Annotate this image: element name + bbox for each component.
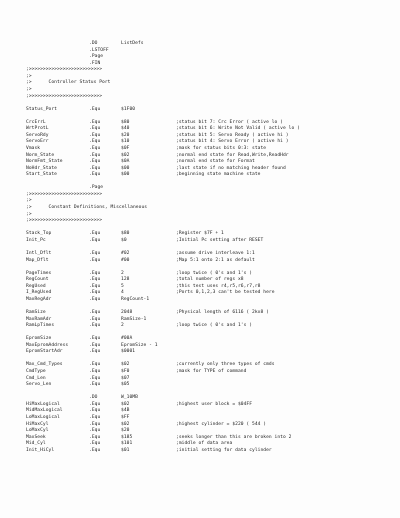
comment: ;status bit 4: Servo Error ( active hi ): [176, 139, 289, 145]
banner-text: ;>>>>>>>>>>>>>>>>>>>>>>>>>>: [26, 93, 103, 99]
directive: .Equ: [89, 323, 101, 329]
operand: $0A: [121, 159, 130, 165]
symbol-label: ServoRdy: [26, 132, 49, 138]
code-line: [0, 238, 400, 244]
symbol-label: Norm_State: [26, 152, 55, 158]
code-line: [0, 336, 400, 342]
banner-text: ;> Controller Status Port: [26, 80, 111, 86]
code-line: [0, 107, 400, 113]
directive: .Equ: [89, 290, 101, 296]
operand: 128: [121, 277, 130, 283]
symbol-label: Cmd_Len: [26, 375, 46, 381]
code-line: [0, 441, 400, 447]
banner-text: ;>: [26, 211, 32, 217]
banner-line: [0, 87, 400, 93]
comment: ;initial setting for data cylinder: [176, 447, 272, 453]
comment: ;mask for status bits 0:3: state: [176, 146, 267, 151]
operand: $40: [121, 126, 130, 132]
operand: RegCount-1: [121, 296, 150, 302]
symbol-label: ServoErr: [26, 139, 49, 145]
banner-line: [0, 67, 400, 73]
directive: .Equ: [89, 126, 101, 132]
code-line: [0, 422, 400, 428]
symbol-label: EpromStartAdr: [26, 349, 63, 355]
code-line: [0, 258, 400, 264]
directive: .Equ: [89, 165, 101, 171]
banner-text: ;>>>>>>>>>>>>>>>>>>>>>>>>>>: [26, 218, 103, 224]
symbol-label: LoMaxLogical: [26, 414, 60, 420]
directive: .Page: [89, 185, 104, 191]
comment: ;status bit 6: Write Not Valid ( active lo ): [176, 126, 300, 132]
symbol-label: MaxEpromAddress: [26, 342, 69, 348]
directive: .Equ: [89, 132, 101, 138]
code-line: [0, 435, 400, 441]
banner-line: [0, 212, 400, 218]
directive: .Equ: [89, 349, 101, 355]
code-line: [0, 153, 400, 159]
symbol-label: Start_State: [26, 172, 57, 178]
code-line: [0, 310, 400, 316]
directive: .Equ: [89, 375, 101, 381]
code-line: [0, 402, 400, 408]
directive: .Equ: [89, 257, 101, 263]
code-line: [0, 349, 400, 355]
comment: ;normal end state for Read,Write,ReadHdr: [176, 152, 289, 158]
operand: $10: [121, 139, 130, 145]
banner-line: [0, 192, 400, 198]
operand: 2: [121, 323, 124, 329]
directive: .Equ: [89, 336, 101, 342]
code-line: [0, 284, 400, 290]
symbol-label: Init_Pc: [26, 237, 46, 243]
directive: .Equ: [89, 408, 101, 414]
banner-text: ;>>>>>>>>>>>>>>>>>>>>>>>>>>: [26, 67, 103, 73]
code-line: [0, 317, 400, 323]
operand: $FF: [121, 414, 130, 420]
code-line: [0, 146, 400, 152]
operand: $20: [121, 428, 130, 433]
directive: .Equ: [89, 159, 101, 165]
symbol-label: LoMaxCyl: [26, 428, 49, 433]
banner-line: [0, 198, 400, 204]
banner-text: ;> Constant Definitions, Miscellaneous: [26, 205, 148, 210]
code-line: [0, 166, 400, 172]
comment: ;Register $7F + 1: [176, 231, 224, 237]
operand: 5: [121, 283, 124, 289]
operand: $0001: [121, 349, 136, 355]
comment: ;Initial Pc setting after RESET: [176, 237, 264, 243]
directive: .Equ: [89, 152, 101, 158]
code-line: [0, 48, 400, 54]
operand: #00A: [121, 336, 133, 342]
symbol-label: CmdType: [26, 369, 46, 374]
symbol-label: PageTimes: [26, 270, 52, 276]
symbol-label: Mid_Cyl: [26, 441, 46, 447]
comment: ;Map 5:1 onto 2:1 as default: [176, 257, 255, 263]
directive: .Equ: [89, 441, 101, 447]
symbol-label: CrcErrL: [26, 119, 46, 125]
operand: $4B: [121, 408, 130, 414]
code-line: [0, 185, 400, 191]
directive: .Equ: [89, 277, 101, 283]
directive: .Equ: [89, 270, 101, 276]
symbol-label: Servo_Len: [26, 382, 52, 388]
code-line: [0, 271, 400, 277]
code-line: [0, 290, 400, 296]
code-line: [0, 369, 400, 375]
directive: .Equ: [89, 382, 101, 388]
symbol-label: Max_Cmd_Types: [26, 362, 63, 368]
comment: ;total number of regs x8: [176, 277, 244, 283]
banner-text: ;>>>>>>>>>>>>>>>>>>>>>>>>>>: [26, 191, 103, 197]
directive: .Equ: [89, 250, 101, 256]
operand: #02: [121, 250, 130, 256]
symbol-label: MidMaxLogical: [26, 408, 63, 414]
directive: .Equ: [89, 106, 101, 112]
directive: .Equ: [89, 362, 101, 368]
operand: 2: [121, 270, 124, 276]
banner-text: ;>: [26, 86, 32, 92]
directive: .Equ: [89, 296, 101, 302]
operand: #00: [121, 257, 130, 263]
directive: .FIN: [89, 60, 101, 66]
comment: ;last state if no matching header found: [176, 165, 286, 171]
code-line: [0, 277, 400, 283]
symbol-label: Stack_Top: [26, 231, 52, 237]
banner-line: [0, 205, 400, 211]
comment: ;Physical length of 6116 ( 2kx8 ): [176, 310, 269, 315]
comment: ;assume drive interleave 1:1: [176, 250, 255, 256]
code-line: [0, 159, 400, 165]
directive: .Equ: [89, 434, 101, 440]
operand: $02: [121, 152, 130, 158]
operand: $0F: [121, 146, 130, 151]
operand: RamSize-1: [121, 316, 147, 322]
symbol-label: HiMaxLogical: [26, 401, 60, 407]
code-line: [0, 415, 400, 421]
banner-text: ;>: [26, 73, 32, 79]
banner-line: [0, 74, 400, 80]
operand: $02: [121, 421, 130, 427]
symbol-label: Vmask: [26, 146, 41, 151]
symbol-label: Status_Port: [26, 106, 57, 112]
code-line: [0, 362, 400, 368]
operand: $05: [121, 382, 130, 388]
banner-line: [0, 80, 400, 86]
operand: $101: [121, 441, 133, 447]
banner-line: [0, 218, 400, 224]
code-line: [0, 251, 400, 257]
comment: ;loop twice ( 0's and 1's ): [176, 323, 253, 329]
operand: ListDefs: [121, 41, 144, 46]
code-line: [0, 408, 400, 414]
operand: $01: [121, 447, 130, 453]
code-line: [0, 126, 400, 132]
symbol-label: RegCount: [26, 277, 49, 283]
symbol-label: WrtProtL: [26, 126, 49, 132]
operand: $00: [121, 172, 130, 178]
operand: $F0: [121, 369, 130, 374]
directive: .Equ: [89, 447, 101, 453]
code-line: [0, 323, 400, 329]
code-line: [0, 41, 400, 47]
symbol-label: RamSize: [26, 310, 46, 315]
symbol-label: RamLpTimes: [26, 323, 55, 329]
code-line: [0, 382, 400, 388]
comment: ;currently only three types of cmds: [176, 362, 275, 368]
directive: .Equ: [89, 342, 101, 348]
symbol-label: MaxRegAdr: [26, 296, 52, 302]
symbol-label: I_RegUsed: [26, 290, 52, 296]
code-line: [0, 139, 400, 145]
comment: ;normal end state for Format: [176, 159, 255, 165]
operand: $80: [121, 231, 130, 237]
banner-line: [0, 94, 400, 100]
operand: $00: [121, 165, 130, 171]
banner-text: ;>: [26, 198, 32, 204]
comment: ;mask for TYPE of command: [176, 369, 247, 374]
code-line: [0, 376, 400, 382]
symbol-label: MaxSeek: [26, 434, 46, 440]
directive: .Equ: [89, 139, 101, 145]
operand: $02: [121, 401, 130, 407]
directive: .LSTOFF: [89, 47, 109, 53]
operand: W_10MB: [121, 395, 138, 401]
comment: ;highest cylinder = $220 ( 544 ): [176, 421, 267, 427]
code-line: [0, 343, 400, 349]
directive: .Equ: [89, 231, 101, 237]
comment: ;status bit 5: Servo Ready ( active hi ): [176, 132, 289, 138]
operand: $185: [121, 434, 133, 440]
code-line: [0, 395, 400, 401]
symbol-label: EpromSize: [26, 336, 52, 342]
directive: .Equ: [89, 414, 101, 420]
directive: .Equ: [89, 283, 101, 289]
code-line: [0, 231, 400, 237]
operand: $0: [121, 237, 127, 243]
operand: $1F00: [121, 106, 136, 112]
operand: $80: [121, 119, 130, 125]
operand: $07: [121, 375, 130, 381]
symbol-label: Init_HiCyl: [26, 447, 55, 453]
directive: .DO: [89, 395, 98, 401]
directive: .DO: [89, 41, 98, 46]
comment: ;seeks longer than this are broken into 2: [176, 434, 292, 440]
comment: ;highest user block = $04FF: [176, 401, 253, 407]
code-line: [0, 428, 400, 434]
code-line: [0, 448, 400, 454]
directive: .Equ: [89, 428, 101, 433]
operand: 4: [121, 290, 124, 296]
code-line: [0, 297, 400, 303]
code-line: [0, 54, 400, 60]
directive: .Equ: [89, 369, 101, 374]
symbol-label: RegUsed: [26, 283, 46, 289]
code-line: [0, 61, 400, 67]
symbol-label: NoHdr_State: [26, 165, 57, 171]
directive: .Equ: [89, 146, 101, 151]
directive: .Equ: [89, 237, 101, 243]
directive: .Equ: [89, 401, 101, 407]
operand: 2048: [121, 310, 133, 315]
symbol-label: NormFmt_State: [26, 159, 63, 165]
comment: ;loop twice ( 0's and 1's ): [176, 270, 253, 276]
comment: ;status bit 7: Crc Error ( active lo ): [176, 119, 283, 125]
comment: ;beginning state machine state: [176, 172, 261, 178]
directive: .Page: [89, 54, 104, 60]
code-line: [0, 172, 400, 178]
directive: .Equ: [89, 310, 101, 315]
comment: ;this test uses r4,r5,r6,r7,r8: [176, 283, 261, 289]
code-line: [0, 133, 400, 139]
comment: ;middle of data area: [176, 441, 233, 447]
directive: .Equ: [89, 172, 101, 178]
directive: .Equ: [89, 316, 101, 322]
symbol-label: HiMaxCyl: [26, 421, 49, 427]
operand: $20: [121, 132, 130, 138]
operand: EpromSize - 1: [121, 342, 158, 348]
symbol-label: Intl_Dflt: [26, 250, 52, 256]
code-line: [0, 120, 400, 126]
directive: .Equ: [89, 421, 101, 427]
symbol-label: MaxRamAdr: [26, 316, 52, 322]
directive: .Equ: [89, 119, 101, 125]
comment: ;Ports 0,1,2,3 can't be tested here: [176, 290, 275, 296]
operand: $02: [121, 362, 130, 368]
symbol-label: Map_Dflt: [26, 257, 49, 263]
